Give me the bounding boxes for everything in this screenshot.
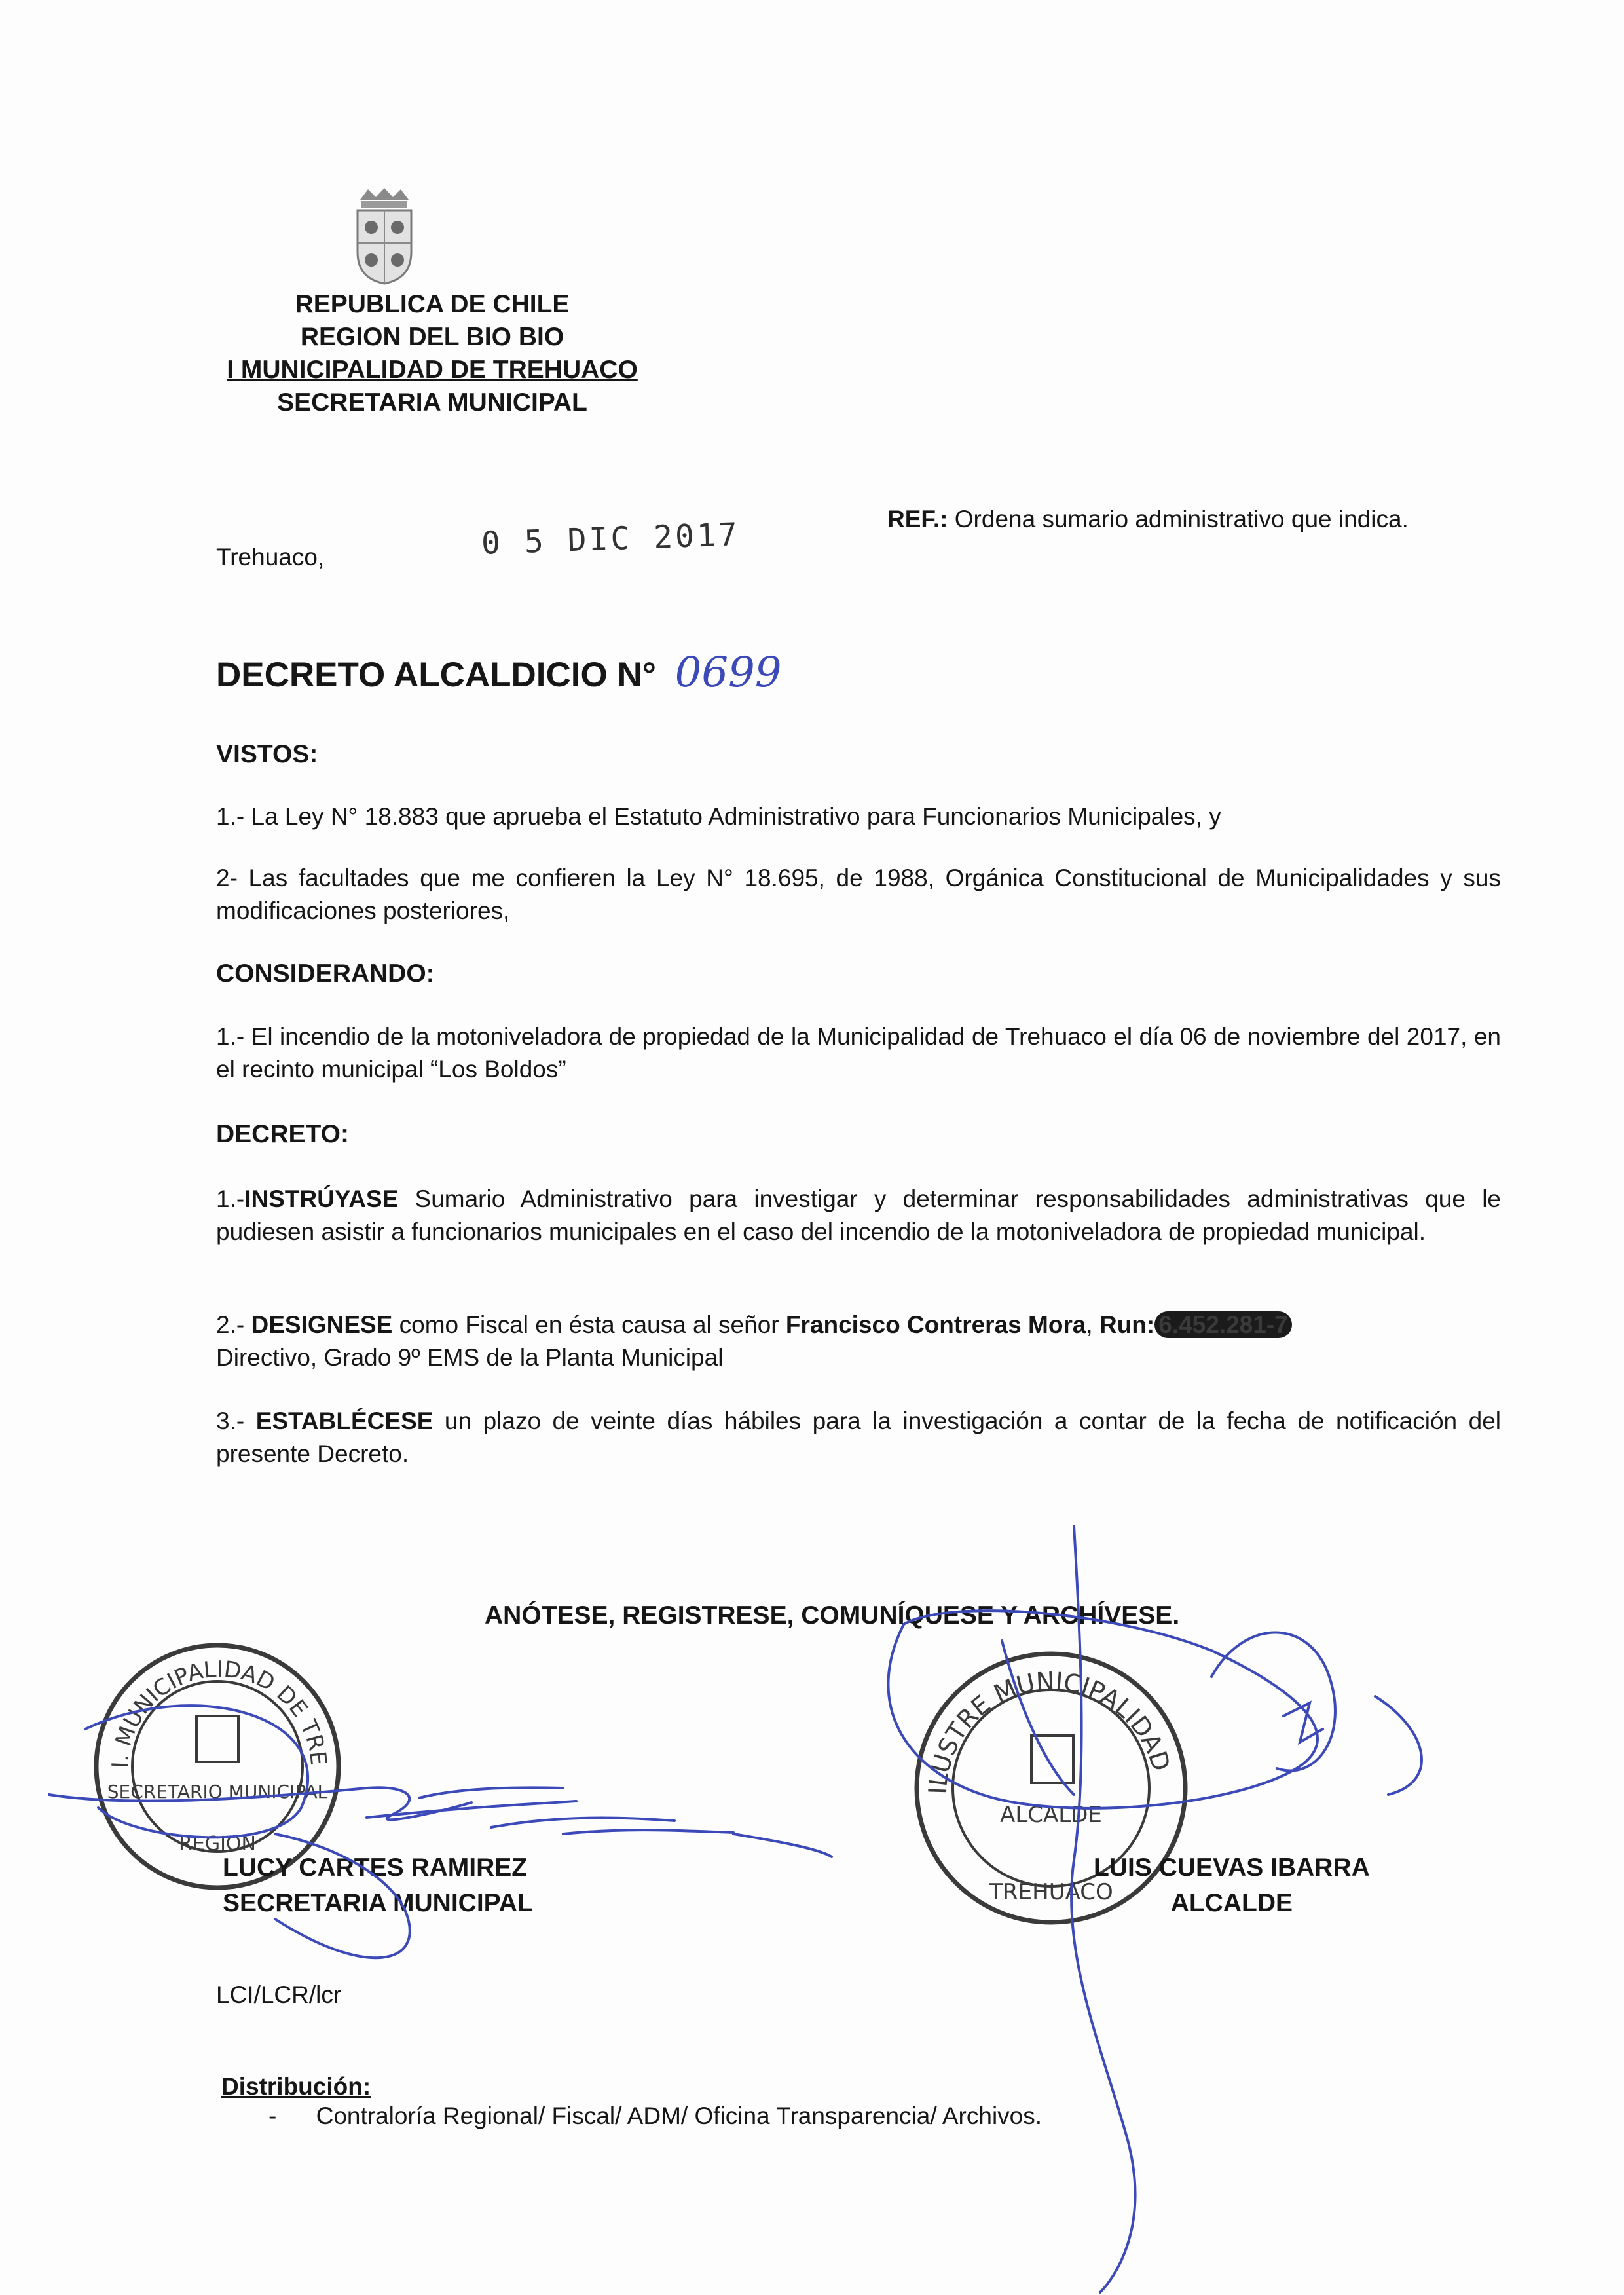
reference-label: REF.: [887, 506, 948, 532]
decreto-item-1-verb: INSTRÚYASE [244, 1185, 399, 1212]
secretary-stamp-center: SECRETARIO MUNICIPAL [107, 1781, 328, 1802]
mayor-stamp-center: ALCALDE [1000, 1802, 1102, 1828]
letterhead-region: REGION DEL BIO BIO [300, 323, 564, 351]
considerando-item-1: 1.- El incendio de la motoniveladora de propiedad de la Municipalidad de Trehuaco el día 06 de noviembre del 2017, en el recinto municipal “Los Boldos” [216, 1023, 1501, 1083]
run-label: Run: [1099, 1311, 1155, 1338]
decree-number: 0699 [674, 648, 782, 697]
decreto-item-2-comma: , [1086, 1311, 1099, 1338]
decree-title-text: DECRETO ALCALDICIO N° [216, 656, 656, 694]
reference-text: Ordena sumario administrativo que indica. [954, 506, 1409, 532]
vistos-item-1: 1.- La Ley N° 18.883 que aprueba el Estatuto Administrativo para Funcionarios Municipales, y [216, 803, 1221, 830]
mayor-stamp-outer: ILUSTRE MUNICIPALIDAD [923, 1666, 1176, 1795]
decreto-item-3-text: un plazo de veinte días hábiles para la investigación a contar de la fecha de notificación del presente Decreto. [216, 1408, 1502, 1467]
secretary-stamp-outer: I. MUNICIPALIDAD DE TRE [107, 1656, 332, 1769]
run-redacted: 6.452.281-7 [1154, 1311, 1292, 1338]
letterhead-department: SECRETARIA MUNICIPAL [277, 388, 587, 417]
distribution-heading: Distribución: [221, 2073, 371, 2100]
signatory-left-role: SECRETARIA MUNICIPAL [223, 1889, 533, 1917]
fiscal-name: Francisco Contreras Mora [785, 1311, 1086, 1338]
signatory-left-name: LUCY CARTES RAMIREZ [223, 1854, 528, 1882]
vistos-item-2: 2- Las facultades que me confieren la Ley N° 18.695, de 1988, Orgánica Constitucional de Municipalidades y sus modificaciones posteriores, [216, 865, 1501, 924]
distribution-list [268, 2102, 1042, 2130]
secretary-stamp-bottom: REGION [179, 1833, 256, 1856]
place: Trehuaco, [216, 544, 325, 570]
letterhead-country: REPUBLICA DE CHILE [295, 290, 570, 318]
decreto-item-3-num: 3.- [216, 1408, 245, 1434]
closing-formula: ANÓTESE, REGISTRESE, COMUNÍQUESE Y ARCHÍVESE. [485, 1601, 1180, 1630]
mayor-stamp-bottom: TREHUACO [989, 1879, 1113, 1905]
decreto-item-3-verb: ESTABLÉCESE [255, 1408, 434, 1434]
decreto-item-2-grade: Directivo, Grado 9º EMS de la Planta Municipal [216, 1344, 724, 1371]
initials: LCI/LCR/lcr [216, 1981, 342, 2008]
decreto-item-1-text: Sumario Administrativo para investigar y determinar responsabilidades administrativas que le pudiesen asistir a funcionarios municipales en el caso del incendio de la motoniveladora de propiedad municipal. [216, 1185, 1501, 1245]
decreto-heading: DECRETO: [216, 1120, 349, 1148]
considerando-heading: CONSIDERANDO: [216, 960, 435, 988]
vistos-heading: VISTOS: [216, 740, 318, 768]
decreto-item-2-verb: DESIGNESE [251, 1311, 393, 1338]
letterhead-municipality: I MUNICIPALIDAD DE TREHUACO [227, 356, 638, 384]
signatory-right-name: LUIS CUEVAS IBARRA [1094, 1854, 1370, 1882]
decreto-item-1-num: 1.- [216, 1185, 245, 1212]
date-stamp: 0 5 DIC 2017 [481, 516, 741, 562]
distribution-bullet-icon: - [268, 2102, 277, 2129]
decreto-item-2-text: como Fiscal en ésta causa al señor [392, 1311, 786, 1338]
signatory-right-role: ALCALDE [1170, 1889, 1293, 1917]
distribution-item: Contraloría Regional/ Fiscal/ ADM/ Oficina Transparencia/ Archivos. [316, 2102, 1043, 2129]
decreto-item-2-num: 2.- [216, 1311, 245, 1338]
